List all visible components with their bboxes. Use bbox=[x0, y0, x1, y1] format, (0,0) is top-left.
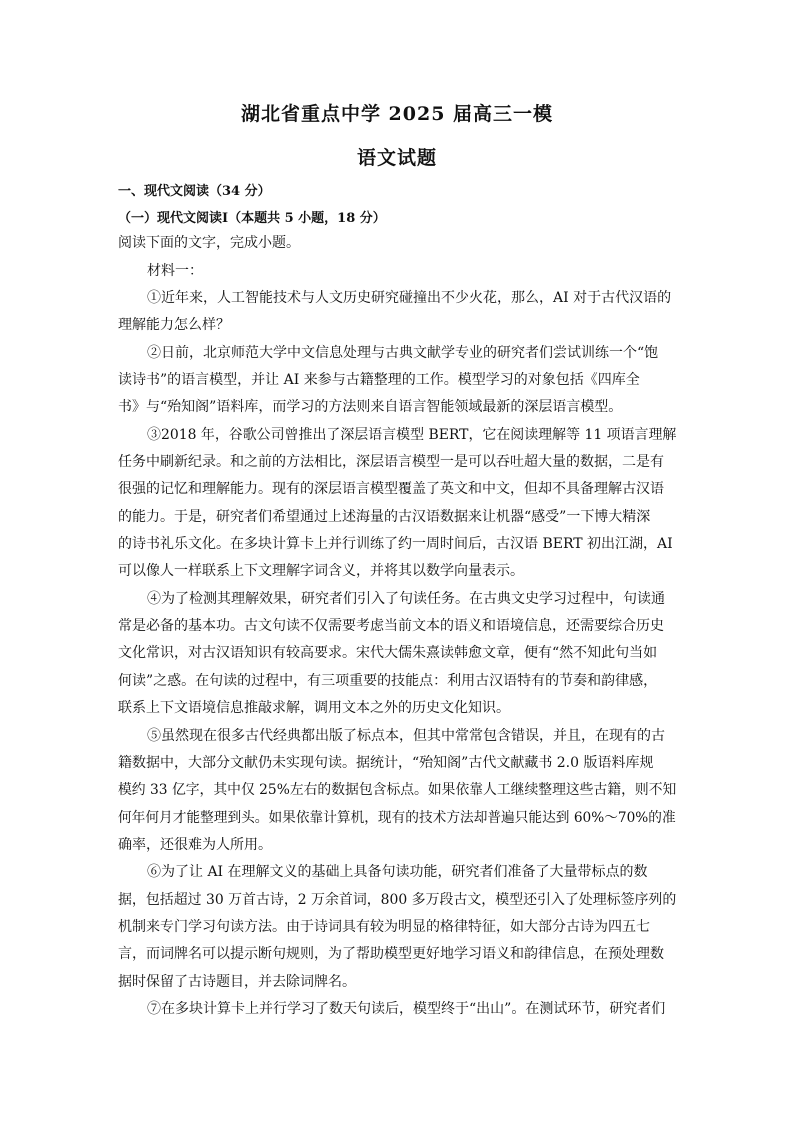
paragraph-line: 联系上下文语境信息推敲求解，调用文本之外的历史文化知识。 bbox=[118, 700, 510, 716]
section-heading: 一、现代文阅读（34 分） bbox=[118, 184, 271, 199]
paragraph-line: 文化常识，对古汉语知识有较高要求。宋代大儒朱熹读韩愈文章，便有“然不知此句当如 bbox=[118, 645, 658, 661]
instruction-text: 阅读下面的文字，完成小题。 bbox=[118, 235, 300, 251]
paragraph-line: 可以像人一样联系上下文理解字词含义，并将其以数学向量表示。 bbox=[118, 563, 524, 579]
page-title: 湖北省重点中学 2025 届高三一模 bbox=[240, 103, 554, 125]
paragraph-line: 据时保留了古诗题目，并去除词牌名。 bbox=[118, 974, 356, 990]
paragraph-line: ③2018 年，谷歌公司曾推出了深层语言模型 BERT，它在阅读理解等 11 项语言理解 bbox=[147, 427, 677, 443]
paragraph-line: 确率，还很难为人所用。 bbox=[118, 837, 272, 853]
paragraph-line: 很强的记忆和理解能力。现有的深层语言模型覆盖了英文和中文，但却不具备理解古汉语 bbox=[118, 481, 664, 497]
paragraph-line: ⑥为了让 AI 在理解文义的基础上具备句读功能，研究者们准备了大量带标点的数 bbox=[147, 864, 648, 880]
paragraph-line: 何年何月才能整理到头。如果依靠计算机，现有的技术方法却普遍只能达到 60%～70%的准 bbox=[118, 810, 676, 826]
paragraph-line: 模约 33 亿字，其中仅 25%左右的数据包含标点。如果依靠人工继续整理这些古籍，则不知 bbox=[118, 782, 677, 798]
paragraph-line: 的诗书礼乐文化。在多块计算卡上并行训练了约一周时间后，古汉语 BERT 初出江湖，AI bbox=[118, 536, 673, 552]
paragraph-line: 籍数据中，大部分文献仍未实现句读。据统计，“殆知阁”古代文献藏书 2.0 版语料库规 bbox=[118, 755, 654, 771]
paragraph-line: 书》与“殆知阁”语料库，而学习的方法则来自语言智能领域最新的深层语言模型。 bbox=[118, 399, 623, 415]
paragraph-line: 常是必备的基本功。古文句读不仅需要考虑当前文本的语义和语境信息，还需要综合历史 bbox=[118, 618, 664, 634]
subsection-heading: （一）现代文阅读Ⅰ（本题共 5 小题，18 分） bbox=[118, 211, 386, 226]
paragraph-line: 据，包括超过 30 万首古诗，2 万余首词，800 多万段古文，模型还引入了处理标签序列的 bbox=[118, 892, 677, 908]
paragraph-line: 的能力。于是，研究者们希望通过上述海量的古汉语数据来让机器“感受”一下博大精深 bbox=[118, 509, 651, 525]
material-label: 材料一： bbox=[147, 263, 203, 279]
paragraph-line: 言，而词牌名可以提示断句规则，为了帮助模型更好地学习语义和韵律信息，在预处理数 bbox=[118, 946, 664, 962]
paragraph-line: 任务中刷新纪录。和之前的方法相比，深层语言模型一是可以吞吐超大量的数据，二是有 bbox=[118, 454, 664, 470]
paragraph-line: 读诗书”的语言模型，并让 AI 来参与古籍整理的工作。模型学习的对象包括《四库全 bbox=[118, 372, 640, 388]
paragraph-line: ②日前，北京师范大学中文信息处理与古典文献学专业的研究者们尝试训练一个“饱 bbox=[147, 345, 659, 361]
paragraph-line: 理解能力怎么样？ bbox=[118, 317, 230, 333]
paragraph-line: ⑤虽然现在很多古代经典都出版了标点本，但其中常常包含错误，并且，在现有的古 bbox=[147, 728, 665, 744]
paragraph-line: ④为了检测其理解效果，研究者们引入了句读任务。在古典文史学习过程中，句读通 bbox=[147, 591, 665, 607]
paragraph-line: 机制来专门学习句读方法。由于诗词具有较为明显的格律特征，如大部分古诗为四五七 bbox=[118, 919, 650, 935]
paragraph-line: 何读”之惑。在句读的过程中，有三项重要的技能点：利用古汉语特有的节奏和韵律感， bbox=[118, 673, 658, 689]
page-subtitle: 语文试题 bbox=[356, 147, 437, 169]
paragraph-line: ⑦在多块计算卡上并行学习了数天句读后，模型终于“出山”。在测试环节，研究者们 bbox=[147, 1001, 666, 1017]
paragraph-line: ①近年来，人工智能技术与人文历史研究碰撞出不少火花，那么，AI 对于古代汉语的 bbox=[147, 290, 672, 306]
